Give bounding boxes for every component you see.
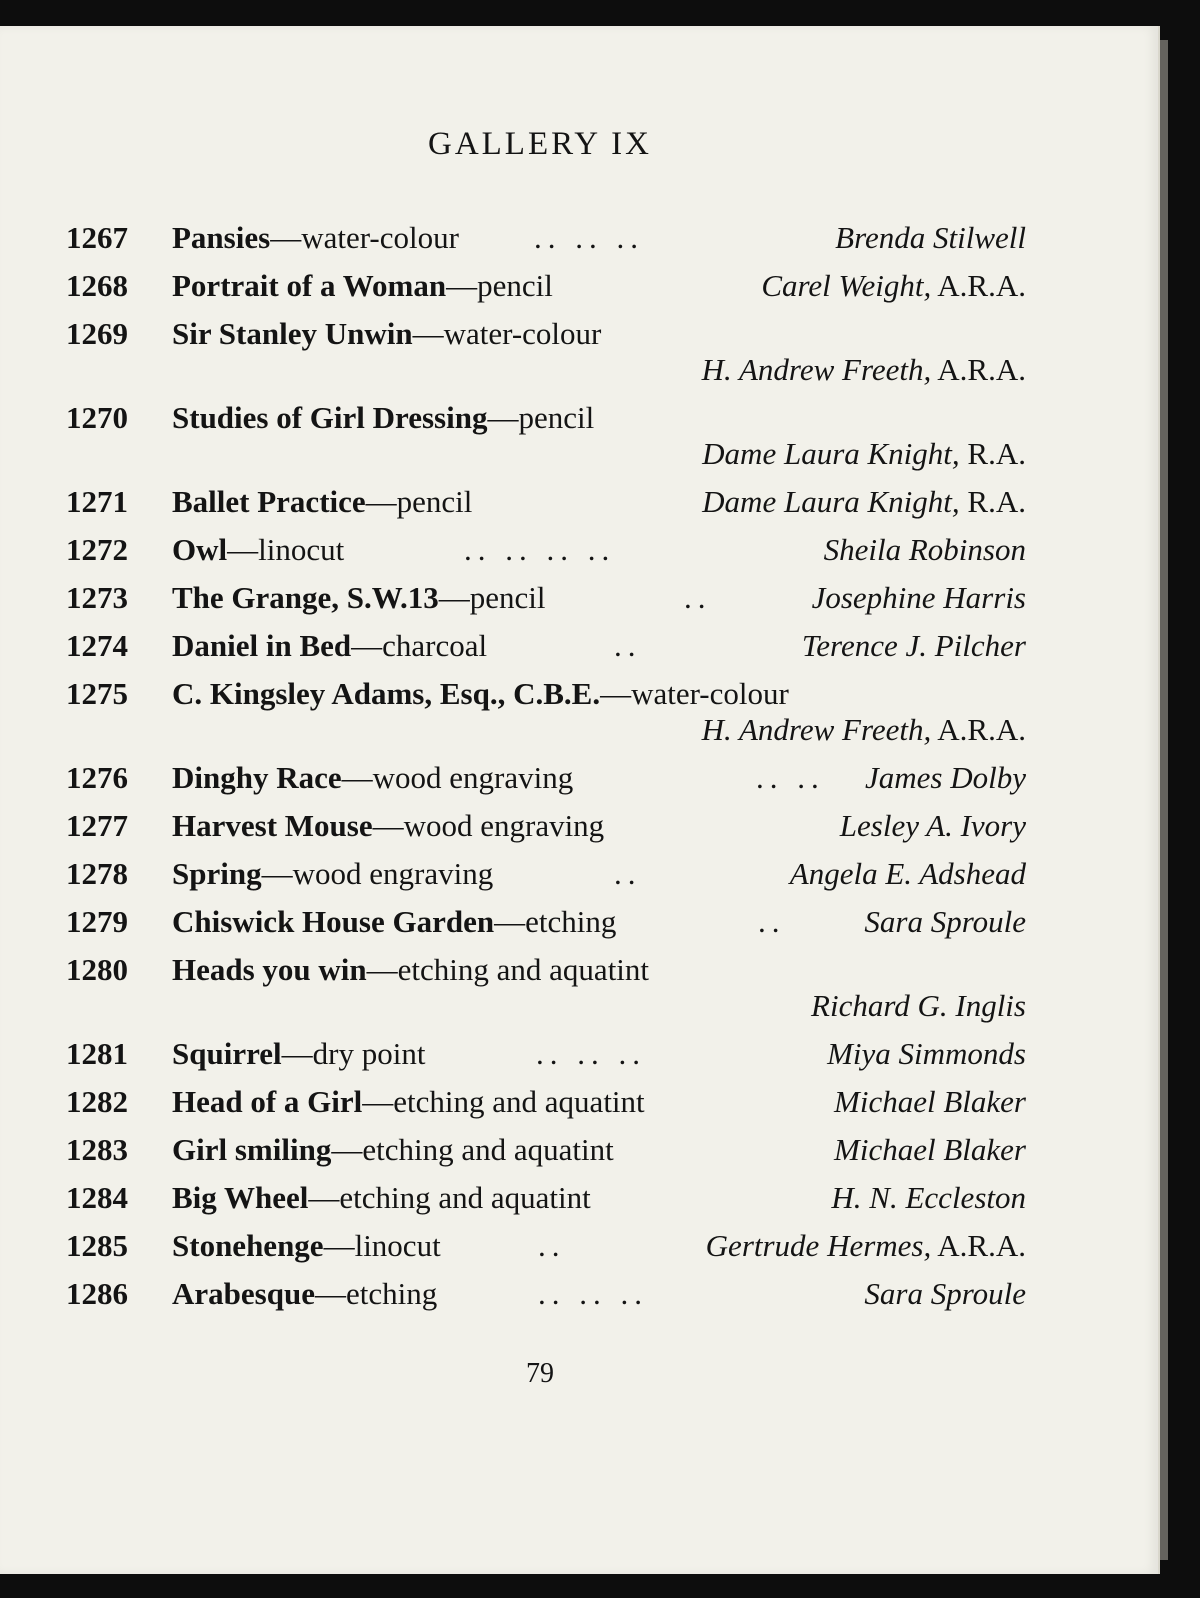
entry-description <box>172 1126 614 1174</box>
entry-artist <box>811 982 1026 1030</box>
entry-artist <box>702 430 1026 478</box>
artist-name: Lesley A. Ivory <box>839 808 1026 843</box>
entry-row <box>66 754 1026 802</box>
entry-description <box>172 850 493 898</box>
artist-name: H. Andrew Freeth, <box>701 352 932 387</box>
entry-number: 1285 <box>66 1228 128 1263</box>
entry-number: 1281 <box>66 1036 128 1071</box>
artist-name: Angela E. Adshead <box>789 856 1026 891</box>
entry-description <box>172 1174 591 1222</box>
artist-name: Richard G. Inglis <box>811 988 1026 1023</box>
entry-description <box>172 1270 437 1318</box>
artist-suffix: R.A. <box>959 484 1026 519</box>
entry-medium: —linocut <box>323 1228 441 1263</box>
leader-dots: .. <box>538 1228 566 1263</box>
entry-artist <box>831 1174 1026 1222</box>
entry-number: 1268 <box>66 268 128 303</box>
entry-number: 1273 <box>66 580 128 615</box>
entry-title: Big Wheel <box>172 1180 309 1215</box>
artist-suffix: A.R.A. <box>931 712 1026 747</box>
artist-name: Michael Blaker <box>834 1132 1026 1167</box>
entry-row <box>66 1270 1026 1318</box>
leader-dots: .. <box>684 580 712 615</box>
gallery-title: GALLERY IX <box>427 126 652 162</box>
artist-name: Miya Simmonds <box>827 1036 1026 1071</box>
entry-title: Heads you win <box>172 952 367 987</box>
entry-description <box>172 310 601 358</box>
entry-artist <box>706 1222 1026 1270</box>
entry-number: 1284 <box>66 1180 128 1215</box>
entry-artist <box>702 478 1026 526</box>
entry-description <box>172 1222 441 1270</box>
entry-medium: —wood engraving <box>341 760 574 795</box>
entry-medium: —pencil <box>446 268 553 303</box>
entry-title: The Grange, S.W.13 <box>172 580 439 615</box>
leader-dots: .. <box>614 628 642 663</box>
entry-title: Portrait of a Woman <box>172 268 447 303</box>
artist-name: H. N. Eccleston <box>831 1180 1026 1215</box>
entry-title: Owl <box>172 532 228 567</box>
entry-row <box>66 394 1026 478</box>
entry-description <box>172 1030 425 1078</box>
entry-number: 1277 <box>66 808 128 843</box>
entry-description <box>172 574 545 622</box>
entry-artist <box>834 1126 1026 1174</box>
entry-number: 1274 <box>66 628 128 663</box>
entry-title: Sir Stanley Unwin <box>172 316 413 351</box>
entry-row <box>66 1078 1026 1126</box>
entry-artist <box>790 850 1026 898</box>
entry-description <box>172 526 344 574</box>
entry-number: 1278 <box>66 856 128 891</box>
artist-name: Brenda Stilwell <box>835 220 1026 255</box>
entry-artist <box>864 1270 1026 1318</box>
entry-medium: —etching and aquatint <box>308 1180 591 1215</box>
entry-description <box>172 214 459 262</box>
artist-name: Gertrude Hermes, <box>705 1228 932 1263</box>
entry-artist <box>835 214 1026 262</box>
artist-name: James Dolby <box>865 760 1026 795</box>
entry-number: 1269 <box>66 316 128 351</box>
entry-title: Dinghy Race <box>172 760 342 795</box>
leader-dots: .. .. .. <box>534 220 644 255</box>
entry-row <box>66 262 1026 310</box>
entry-description <box>172 946 649 994</box>
entry-row <box>66 214 1026 262</box>
page-number: 79 <box>526 1358 554 1389</box>
entry-description <box>172 622 487 670</box>
entry-artist <box>840 802 1026 850</box>
leader-dots: .. <box>614 856 642 891</box>
entry-description <box>172 802 604 850</box>
entry-row <box>66 670 1026 754</box>
entry-row <box>66 1030 1026 1078</box>
entry-medium: —etching and aquatint <box>366 952 650 987</box>
entry-artist <box>702 706 1026 754</box>
entry-number: 1280 <box>66 952 128 987</box>
entry-row <box>66 946 1026 1030</box>
entry-row <box>66 622 1026 670</box>
entry-title: Chiswick House Garden <box>172 904 495 939</box>
entry-number: 1276 <box>66 760 128 795</box>
artist-name: Terence J. Pilcher <box>801 628 1026 663</box>
artist-name: Dame Laura Knight, <box>702 484 960 519</box>
entry-medium: —etching and aquatint <box>362 1084 645 1119</box>
leader-dots: .. <box>758 904 786 939</box>
entry-medium: —charcoal <box>351 628 488 663</box>
entry-medium: —etching <box>314 1276 438 1311</box>
entry-title: Pansies <box>172 220 271 255</box>
entry-row <box>66 850 1026 898</box>
entry-row <box>66 802 1026 850</box>
entry-number: 1279 <box>66 904 128 939</box>
entry-number: 1272 <box>66 532 128 567</box>
artist-suffix: R.A. <box>959 436 1026 471</box>
entry-title: Daniel in Bed <box>172 628 352 663</box>
artist-name: Sara Sproule <box>864 1276 1026 1311</box>
entry-description <box>172 262 553 310</box>
entry-medium: —pencil <box>438 580 546 615</box>
entry-number: 1267 <box>66 220 128 255</box>
entry-medium: —linocut <box>227 532 345 567</box>
entry-title: C. Kingsley Adams, Esq., C.B.E. <box>172 676 601 711</box>
entry-artist <box>812 574 1026 622</box>
entry-artist <box>702 346 1026 394</box>
entry-title: Arabesque <box>172 1276 315 1311</box>
artist-name: Michael Blaker <box>834 1084 1026 1119</box>
entry-row <box>66 898 1026 946</box>
entry-number: 1275 <box>66 676 128 711</box>
entry-row <box>66 310 1026 394</box>
entry-medium: —water-colour <box>412 316 602 351</box>
entry-medium: —wood engraving <box>261 856 494 891</box>
entry-row <box>66 1174 1026 1222</box>
artist-name: Sheila Robinson <box>823 532 1026 567</box>
entry-list <box>66 214 1026 1318</box>
artist-name: Dame Laura Knight, <box>702 436 960 471</box>
entry-row <box>66 526 1026 574</box>
entry-artist <box>834 1078 1026 1126</box>
entry-title: Studies of Girl Dressing <box>172 400 488 435</box>
entry-description <box>172 394 594 442</box>
entry-number: 1271 <box>66 484 128 519</box>
entry-description <box>172 898 616 946</box>
artist-suffix: A.R.A. <box>931 1228 1026 1263</box>
entry-description <box>172 478 472 526</box>
entry-artist <box>865 754 1026 802</box>
entry-row <box>66 478 1026 526</box>
entry-medium: —water-colour <box>270 220 459 255</box>
entry-artist <box>864 898 1026 946</box>
leader-dots: .. .. .. <box>538 1276 648 1311</box>
artist-name: H. Andrew Freeth, <box>701 712 932 747</box>
entry-number: 1283 <box>66 1132 128 1167</box>
artist-name: Sara Sproule <box>864 904 1026 939</box>
entry-title: Head of a Girl <box>172 1084 363 1119</box>
entry-title: Stonehenge <box>172 1228 324 1263</box>
entry-artist <box>761 262 1026 310</box>
entry-artist <box>802 622 1026 670</box>
entry-number: 1286 <box>66 1276 128 1311</box>
artist-name: Carel Weight, <box>761 268 932 303</box>
entry-medium: —pencil <box>365 484 473 519</box>
entry-title: Ballet Practice <box>172 484 366 519</box>
entry-number: 1270 <box>66 400 128 435</box>
entry-number: 1282 <box>66 1084 128 1119</box>
artist-name: Josephine Harris <box>811 580 1026 615</box>
entry-description <box>172 1078 645 1126</box>
entry-row <box>66 1222 1026 1270</box>
leader-dots: .. .. <box>756 760 825 795</box>
catalogue-page <box>0 26 1160 1574</box>
entry-row <box>66 574 1026 622</box>
artist-suffix: A.R.A. <box>931 352 1026 387</box>
entry-medium: —etching <box>494 904 617 939</box>
entry-description <box>172 670 789 718</box>
leader-dots: .. .. .. <box>536 1036 646 1071</box>
entry-medium: —water-colour <box>600 676 789 711</box>
entry-description <box>172 754 573 802</box>
entry-artist <box>824 526 1026 574</box>
entry-artist <box>827 1030 1026 1078</box>
entry-row <box>66 1126 1026 1174</box>
entry-medium: —wood engraving <box>372 808 605 843</box>
page-edge <box>1160 40 1168 1560</box>
leader-dots: .. .. .. .. <box>464 532 616 567</box>
entry-title: Girl smiling <box>172 1132 332 1167</box>
entry-title: Harvest Mouse <box>172 808 373 843</box>
entry-title: Squirrel <box>172 1036 282 1071</box>
entry-medium: —dry point <box>281 1036 426 1071</box>
entry-title: Spring <box>172 856 262 891</box>
entry-medium: —pencil <box>487 400 595 435</box>
entry-medium: —etching and aquatint <box>331 1132 614 1167</box>
artist-suffix: A.R.A. <box>931 268 1026 303</box>
